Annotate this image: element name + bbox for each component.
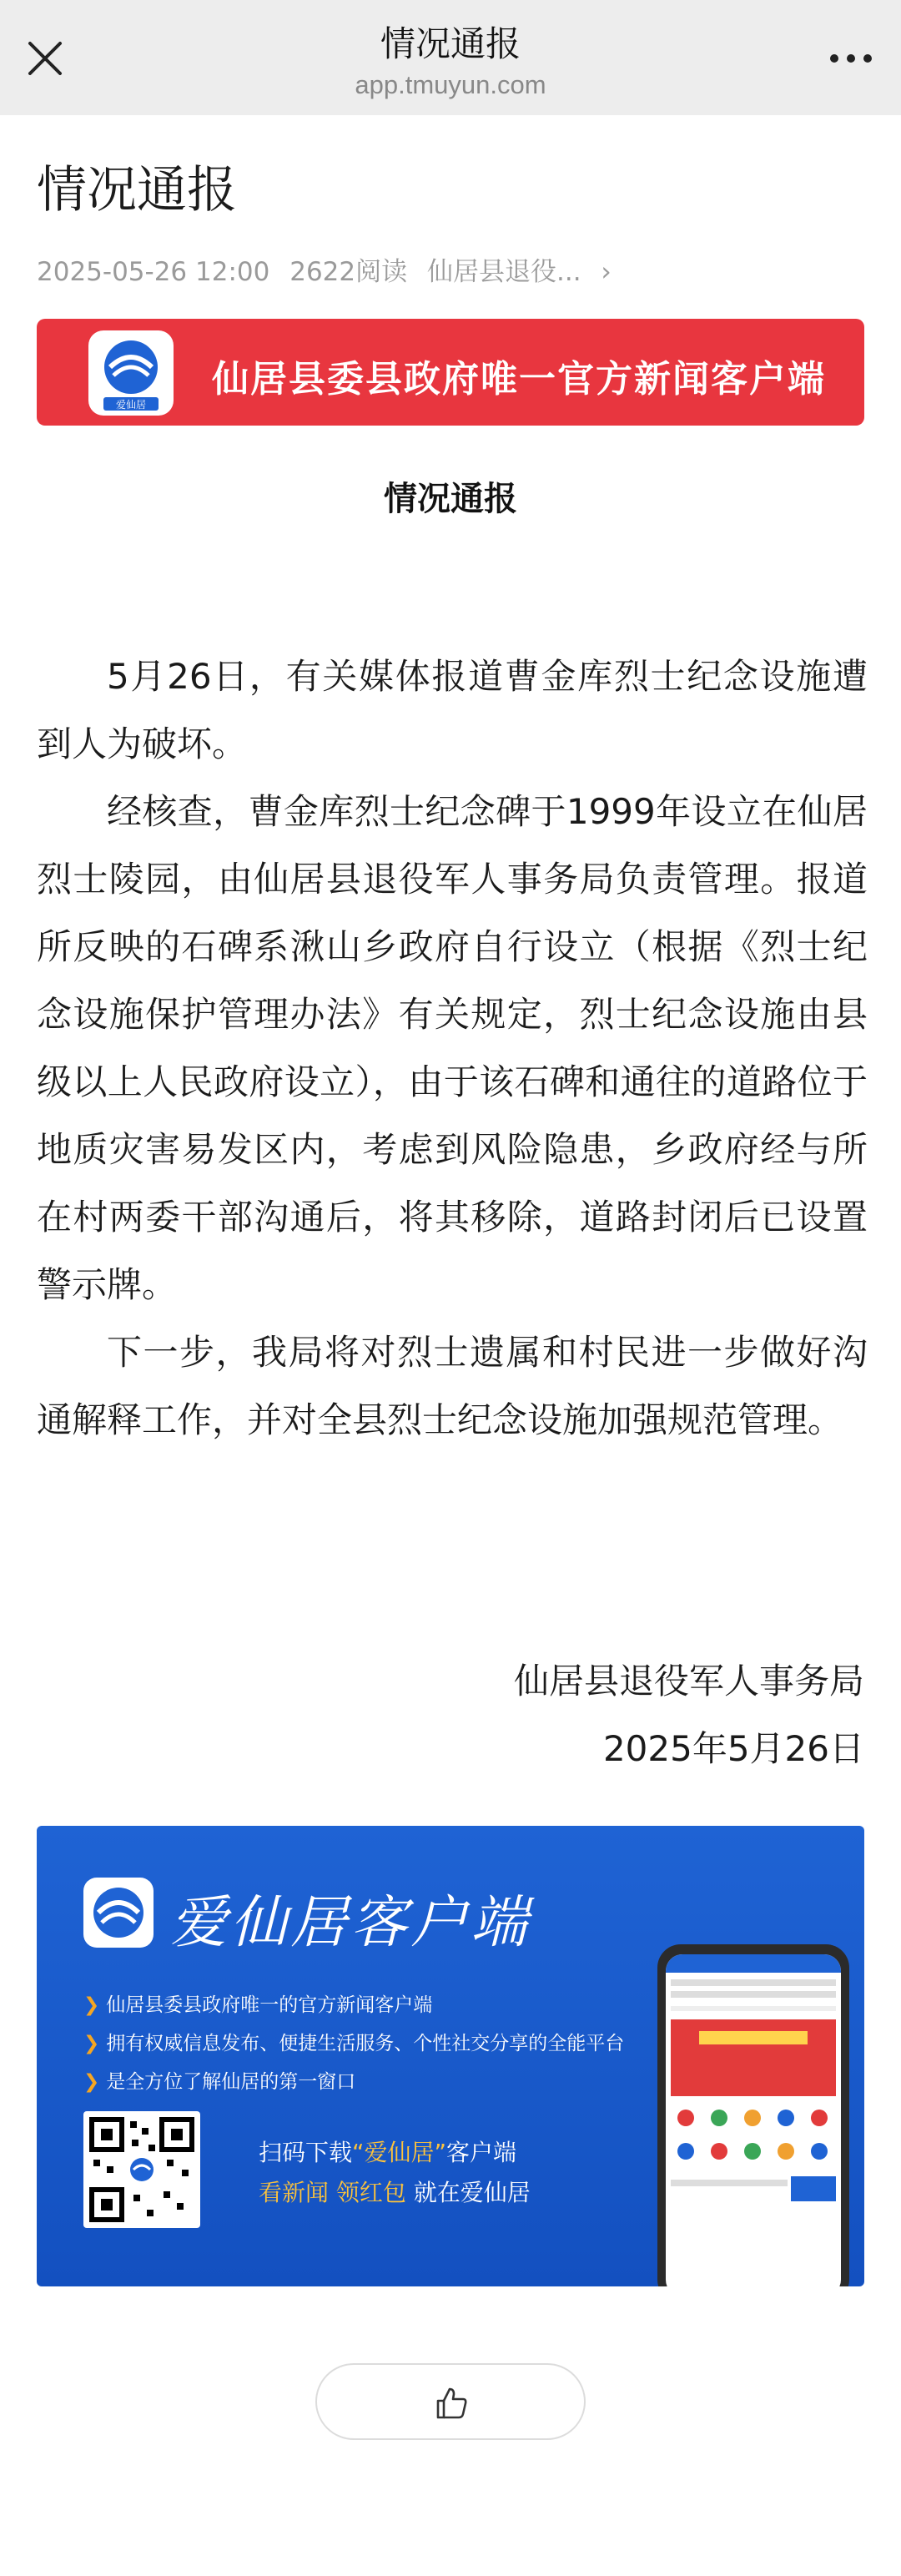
app-promo-banner-top[interactable] [37,319,864,426]
chevron-right-icon: › [601,257,612,287]
qr-code [83,2111,200,2228]
thumbs-up-icon [435,2386,470,2421]
article-source[interactable]: 仙居县退役... [426,257,581,287]
notice-paragraph: 下一步，我局将对烈士遗属和村民进一步做好沟通解释工作，并对全县烈士纪念设施加强规范管理。 [37,1332,868,1440]
more-dots-icon[interactable] [826,42,876,75]
phone-mockup [657,1944,849,2286]
app-banner-title: 爱仙居客户端 [170,1890,531,1956]
article-title: 情况通报 [37,161,237,219]
app-logo-icon [83,1878,154,1948]
page-title: 情况通报 [380,23,521,64]
like-button[interactable] [315,2363,586,2440]
notice-heading: 情况通报 [384,480,517,518]
scan-download-text: 扫码下载“爱仙居”客户端 [259,2139,517,2166]
article-source-link[interactable] [427,257,623,287]
app-promo-banner-bottom[interactable] [37,1826,864,2286]
notice-signature: 仙居县退役军人事务局 [513,1661,864,1701]
app-feature-item: ❯ 拥有权威信息发布、便捷生活服务、个性社交分享的全能平台 [83,2033,625,2054]
article-date: 2025-05-26 12:00 [37,257,270,287]
arrow-right-icon: ❯ [83,1994,100,2016]
arrow-right-icon: ❯ [83,2071,100,2093]
app-promo-text: 仙居县委县政府唯一官方新闻客户端 [212,358,826,401]
article-reads: 2622阅读 [289,257,408,287]
app-slogan: 看新闻 领红包 就在爱仙居 [259,2179,531,2206]
notice-body [37,643,868,1454]
article-meta [37,250,635,288]
page-domain: app.tmuyun.com [355,70,546,99]
phone-screen [666,1954,841,2286]
arrow-right-icon: ❯ [83,2033,100,2054]
browser-top-bar [0,0,901,115]
app-feature-list [83,1986,624,2101]
notice-paragraph: 经核查，曹金库烈士纪念碑于1999年设立在仙居烈士陵园，由仙居县退役军人事务局负责管理。报道所反映的石碑系湫山乡政府自行设立（根据《烈士纪念设施保护管理办法》有关规定，烈士纪念设施由县级以上人民政府设立），由于该石碑和通往的道路位于地质灾害易发区内，考虑到风险隐患，乡政府经与所在村两委干部沟通后，将其移除，道路封闭后已设置警示牌。 [37,791,868,1305]
app-feature-item: ❯ 仙居县委县政府唯一的官方新闻客户端 [83,1994,433,2016]
notice-paragraph: 5月26日，有关媒体报道曹金库烈士纪念设施遭到人为破坏。 [37,656,868,764]
app-logo [88,330,174,416]
notice-sign-date: 2025年5月26日 [602,1728,864,1769]
app-logo-text: 爱仙居 [115,399,147,411]
app-feature-item: ❯ 是全方位了解仙居的第一窗口 [83,2071,356,2093]
